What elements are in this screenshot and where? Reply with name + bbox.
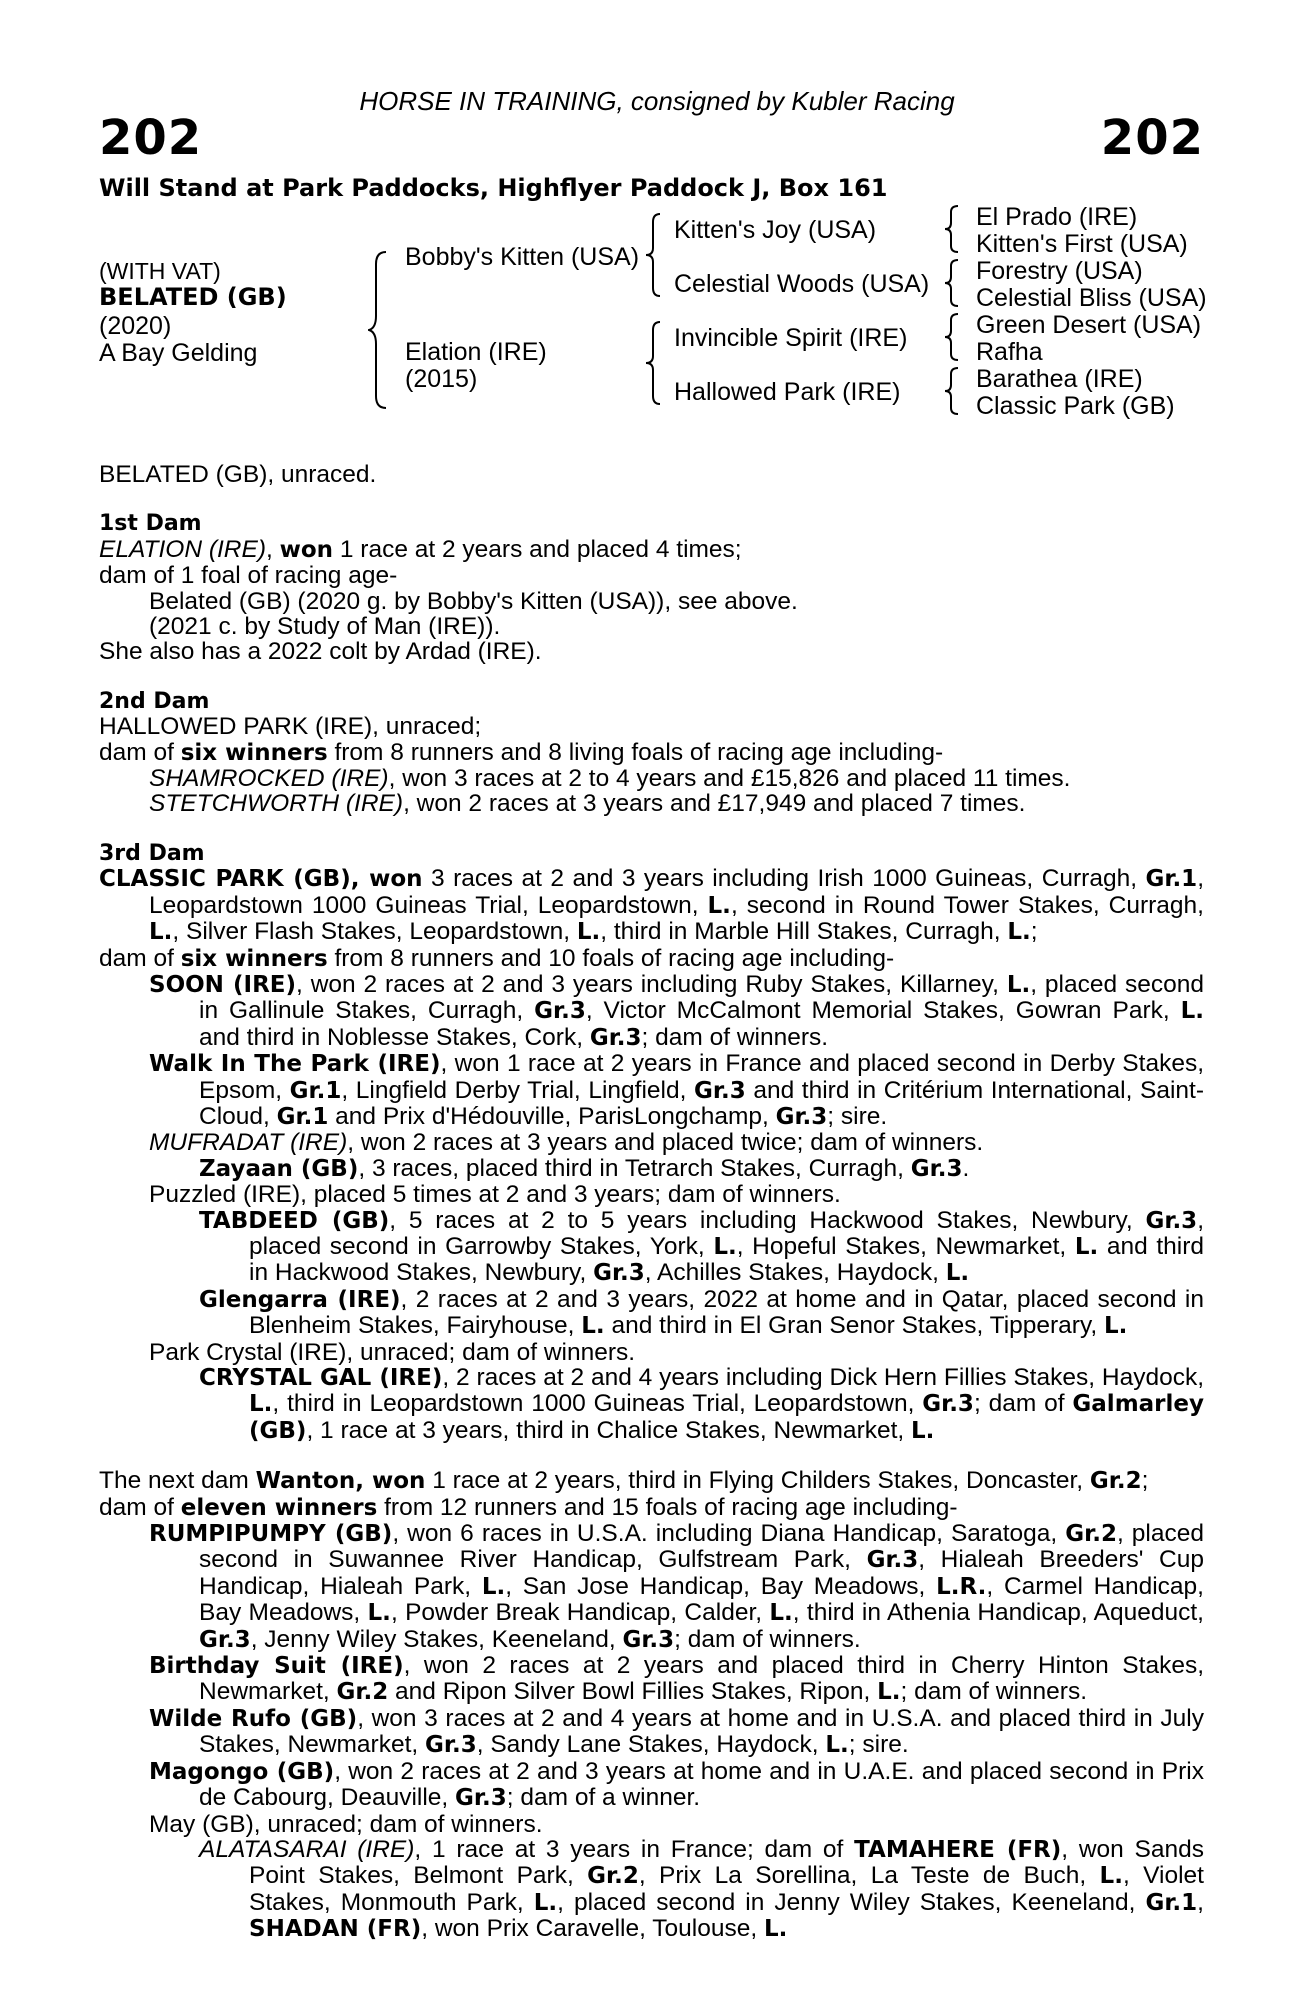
pedigree-brace-g3 bbox=[944, 312, 960, 362]
first-dam-foal-1: Belated (GB) (2020 g. by Bobby's Kitten (USA)), see above. bbox=[149, 587, 798, 615]
third-dam-record: CLASSIC PARK (GB), won 3 races at 2 and 3 years including Irish 1000 Guineas, Curragh, Gr.1, Leopardstown 1000 Guineas Trial, Leopardstown, L., second in Round Tower Stakes, Curragh, L., Silver Flash Stakes, Leopardstown, L., third in Marble Hill Stakes, Curragh, L.; bbox=[99, 865, 1204, 946]
second-dam-progeny-2: STETCHWORTH (IRE), won 2 races at 3 years and £17,949 and placed 7 times. bbox=[149, 790, 1026, 818]
pedigree-brace-g1 bbox=[944, 204, 960, 254]
first-dam-note: She also has a 2022 colt by Ardad (IRE). bbox=[99, 638, 542, 666]
dam-year: (2015) bbox=[405, 365, 478, 393]
progeny-wilde-rufo: Wilde Rufo (GB), won 3 races at 2 and 4 years at home and in U.S.A. and placed third in July Stakes, Newmarket, Gr.3, Sandy Lane Stakes, Haydock, L.; sire. bbox=[149, 1704, 1204, 1759]
second-dam-produce-line: dam of six winners from 8 runners and 8 living foals of racing age including- bbox=[99, 738, 944, 766]
sire-dam: Celestial Woods (USA) bbox=[674, 270, 930, 298]
second-dam-heading: 2nd Dam bbox=[99, 688, 210, 714]
sire-sire: Kitten's Joy (USA) bbox=[674, 216, 877, 244]
progeny-alatasarai: ALATASARAI (IRE), 1 race at 3 years in France; dam of TAMAHERE (FR), won Sands Point Stakes, Belmont Park, Gr.2, Prix La Sorellina, La Teste de Buch, L., Violet Stakes, Monmouth Park, L., placed second in Jenny Wiley Stakes, Keeneland, Gr.1, SHADAN (FR), won Prix Caravelle, Toulouse, L. bbox=[199, 1835, 1204, 1943]
sire-sire-dam: Kitten's First (USA) bbox=[976, 230, 1188, 258]
progeny-rumpipumpy: RUMPIPUMPY (GB), won 6 races in U.S.A. including Diana Handicap, Saratoga, Gr.2, placed second in Suwannee River Handicap, Gulfstream Park, Gr.3, Hialeah Breeders' Cup Handicap, Hialeah Park, L., San Jose Handicap, Bay Meadows, L.R., Carmel Handicap, Bay Meadows, L., Powder Break Handicap, Calder, L., third in Athenia Handicap, Aqueduct, Gr.3, Jenny Wiley Stakes, Keeneland, Gr.3; dam of winners. bbox=[149, 1520, 1205, 1653]
page-subtitle: HORSE IN TRAINING, consigned by Kubler Racing bbox=[359, 86, 955, 116]
first-dam-foal-2: (2021 c. by Study of Man (IRE)). bbox=[149, 613, 501, 641]
vat-note: (WITH VAT) bbox=[99, 258, 221, 284]
next-dam-record: The next dam Wanton, won 1 race at 2 years, third in Flying Childers Stakes, Doncaster, Gr.2; bbox=[99, 1467, 1149, 1495]
progeny-mufradat: MUFRADAT (IRE), won 2 races at 3 years and placed twice; dam of winners. bbox=[149, 1129, 984, 1157]
sire-dam-sire: Forestry (USA) bbox=[976, 257, 1143, 285]
pedigree-brace-g2 bbox=[944, 258, 960, 308]
first-dam-name: ELATION (IRE) bbox=[99, 535, 266, 563]
stand-location: Will Stand at Park Paddocks, Highflyer Paddock J, Box 161 bbox=[99, 174, 888, 202]
catalogue-body bbox=[99, 462, 1204, 1943]
pedigree-brace-g4 bbox=[944, 366, 960, 416]
won-label: won bbox=[279, 536, 334, 563]
progeny-tabdeed: TABDEED (GB), 5 races at 2 to 5 years including Hackwood Stakes, Newbury, Gr.3, placed second in Garrowby Stakes, York, L., Hopeful Stakes, Newmarket, L. and third in Hackwood Stakes, Newbury, Gr.3, Achilles Stakes, Haydock, L. bbox=[199, 1206, 1204, 1287]
progeny-magongo: Magongo (GB), won 2 races at 2 and 3 years at home and in U.A.E. and placed second in Prix de Cabourg, Deauville, Gr.3; dam of a winner. bbox=[149, 1757, 1204, 1812]
horse-name: BELATED (GB) bbox=[99, 283, 287, 311]
third-dam-heading: 3rd Dam bbox=[99, 840, 205, 866]
lot-number-right: 202 bbox=[1100, 110, 1204, 166]
lot-number-left: 202 bbox=[99, 110, 203, 166]
sire-dam-dam: Celestial Bliss (USA) bbox=[976, 284, 1207, 312]
second-dam-name: HALLOWED PARK (IRE), unraced; bbox=[99, 713, 482, 741]
progeny-glengarra: Glengarra (IRE), 2 races at 2 and 3 years, 2022 at home and in Qatar, placed second in Blenheim Stakes, Fairyhouse, L. and third in El Gran Senor Stakes, Tipperary, L. bbox=[199, 1285, 1204, 1340]
first-dam-heading: 1st Dam bbox=[99, 511, 202, 537]
sire-sire-sire: El Prado (IRE) bbox=[976, 203, 1138, 231]
pedigree-brace-main bbox=[368, 250, 390, 410]
dam-dam: Hallowed Park (IRE) bbox=[674, 378, 901, 406]
second-dam-progeny-1: SHAMROCKED (IRE), won 3 races at 2 to 4 years and £15,826 and placed 11 times. bbox=[149, 765, 1071, 793]
horse-description: A Bay Gelding bbox=[99, 339, 258, 367]
dam-sire: Invincible Spirit (IRE) bbox=[674, 324, 908, 352]
dam-dam-sire: Barathea (IRE) bbox=[976, 365, 1143, 393]
dam-dam-dam: Classic Park (GB) bbox=[976, 392, 1175, 420]
intro-line: BELATED (GB), unraced. bbox=[99, 461, 377, 488]
dam-sire-dam: Rafha bbox=[976, 338, 1043, 366]
progeny-may: May (GB), unraced; dam of winners. bbox=[149, 1810, 543, 1838]
progeny-crystal-gal: CRYSTAL GAL (IRE), 2 races at 2 and 4 years including Dick Hern Fillies Stakes, Haydock, L., third in Leopardstown 1000 Guineas Trial, Leopardstown, Gr.3; dam of Galmarley (GB), 1 race at 3 years, third in Chalice Stakes, Newmarket, L. bbox=[199, 1364, 1205, 1444]
sire-name: Bobby's Kitten (USA) bbox=[405, 243, 640, 271]
pedigree-brace-dam bbox=[645, 320, 663, 406]
progeny-zayaan: Zayaan (GB), 3 races, placed third in Tetrarch Stakes, Curragh, Gr.3. bbox=[199, 1154, 970, 1182]
progeny-walk-in-the-park: Walk In The Park (IRE), won 1 race at 2 years in France and placed second in Derby Stakes, Epsom, Gr.1, Lingfield Derby Trial, Lingfield, Gr.3 and third in Critérium International, Saint-Cloud, Gr.1 and Prix d'Hédouville, ParisLongchamp, Gr.3; sire. bbox=[149, 1050, 1205, 1130]
third-dam-produce-line: dam of six winners from 8 runners and 10 foals of racing age including- bbox=[99, 944, 895, 972]
horse-year: (2020) bbox=[99, 312, 172, 340]
progeny-puzzled: Puzzled (IRE), placed 5 times at 2 and 3 years; dam of winners. bbox=[149, 1181, 841, 1209]
next-dam-produce-line: dam of eleven winners from 12 runners and 15 foals of racing age including- bbox=[99, 1493, 958, 1521]
first-dam-record: ELATION (IRE), won 1 race at 2 years and placed 4 times; bbox=[99, 535, 742, 563]
progeny-park-crystal: Park Crystal (IRE), unraced; dam of winners. bbox=[149, 1338, 636, 1366]
progeny-soon: SOON (IRE), won 2 races at 2 and 3 years including Ruby Stakes, Killarney, L., placed second in Gallinule Stakes, Curragh, Gr.3, Victor McCalmont Memorial Stakes, Gowran Park, L. and third in Noblesse Stakes, Cork, Gr.3; dam of winners. bbox=[149, 970, 1205, 1051]
dam-sire-sire: Green Desert (USA) bbox=[976, 311, 1202, 339]
pedigree-brace-sire bbox=[645, 212, 663, 298]
first-dam-foals-line: dam of 1 foal of racing age- bbox=[99, 562, 398, 590]
dam-name: Elation (IRE) bbox=[405, 338, 547, 366]
progeny-birthday-suit: Birthday Suit (IRE), won 2 races at 2 years and placed third in Cherry Hinton Stakes, Newmarket, Gr.2 and Ripon Silver Bowl Fillies Stakes, Ripon, L.; dam of winners. bbox=[149, 1652, 1204, 1706]
